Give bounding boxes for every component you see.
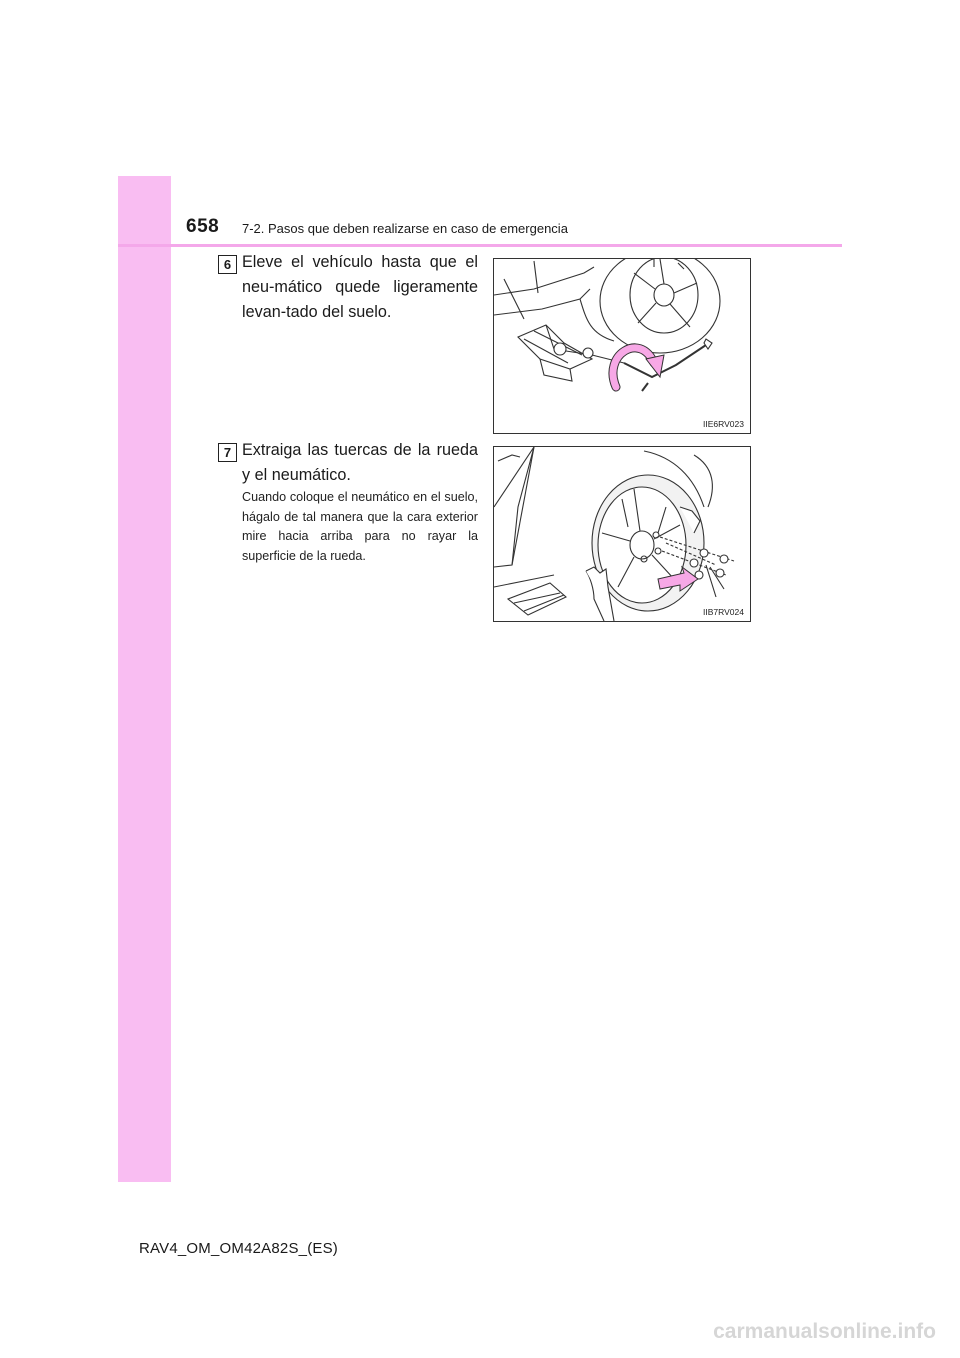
- step-7-text: Extraiga las tuercas de la rueda y el neumático.: [242, 441, 478, 484]
- figure-raise-vehicle: [493, 258, 751, 434]
- illustration-jack-lifting: [494, 259, 750, 433]
- page-number: 658: [186, 216, 220, 237]
- illustration-wheel-removal: [494, 447, 750, 621]
- figure-remove-wheel: [493, 446, 751, 622]
- step-6-text: Eleve el vehículo hasta que el neu-mático quede ligeramente levan-tado del suelo.: [242, 253, 478, 321]
- step-number-7: 7: [218, 443, 237, 462]
- figure-code: IIE6RV023: [703, 419, 744, 429]
- figure-code: IIB7RV024: [703, 607, 744, 617]
- side-color-band: [118, 176, 171, 1182]
- section-title: 7-2. Pasos que deben realizarse en caso de emergencia: [242, 221, 568, 236]
- watermark: carmanualsonline.info: [713, 1320, 936, 1343]
- step-number-6: 6: [218, 255, 237, 274]
- manual-code: RAV4_OM_OM42A82S_(ES): [139, 1240, 339, 1257]
- step-7-note: Cuando coloque el neumático en el suelo, hágalo de tal manera que la cara exterior mire hacia arriba para no rayar la superficie de la rueda.: [242, 490, 478, 563]
- header-rule: [118, 244, 842, 247]
